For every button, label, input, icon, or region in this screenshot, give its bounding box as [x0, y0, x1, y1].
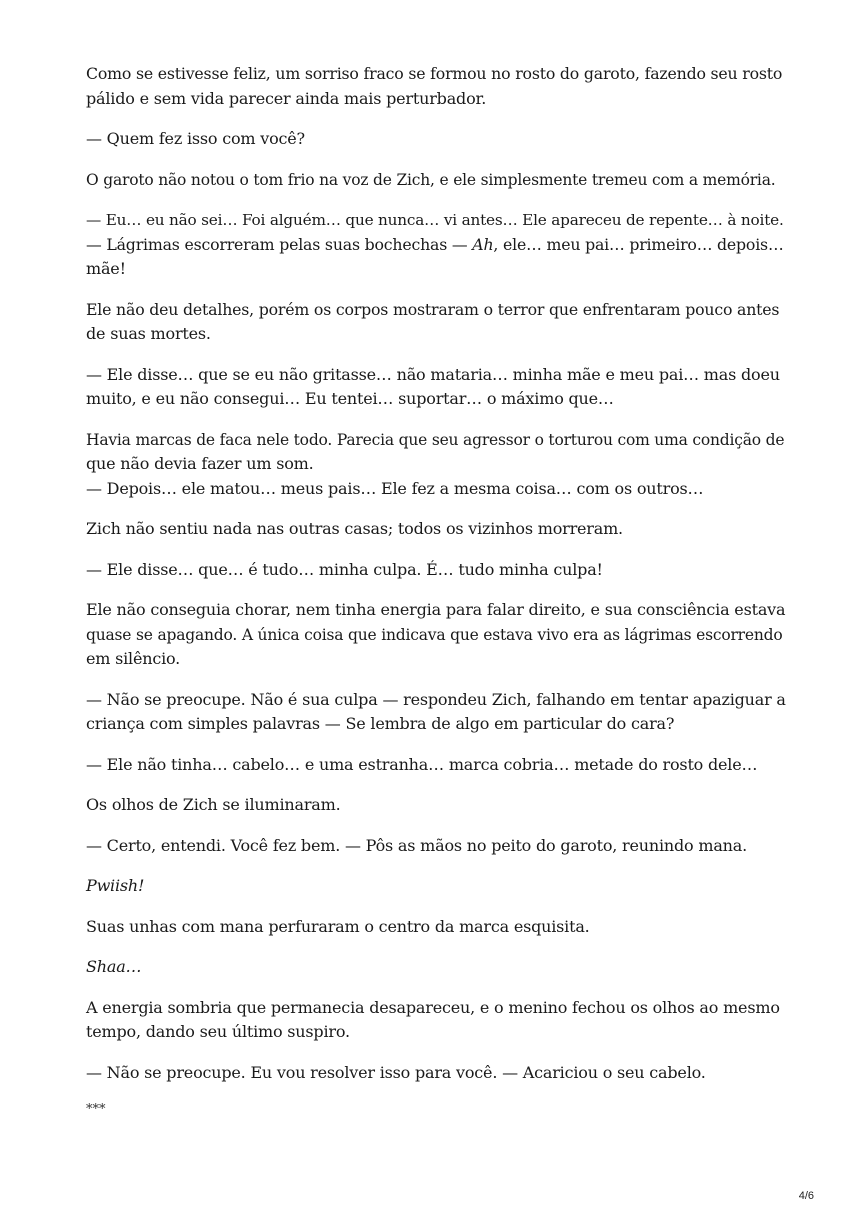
section-separator: *** — [86, 1102, 106, 1117]
paragraph-16 — [86, 915, 786, 940]
italic-text: Ah — [472, 234, 494, 254]
text-line: Zich não sentiu nada nas outras casas; todos os vizinhos morreram. — [86, 519, 623, 538]
paragraph-18 — [86, 996, 786, 1045]
text-line: pálido e sem vida parecer ainda mais perturbador. — [86, 88, 487, 108]
paragraph-15-sound-effect — [86, 874, 786, 899]
paragraph-8 — [86, 517, 786, 542]
text-line: — Certo, entendi. Você fez bem. — Pôs as mãos no peito do garoto, reunindo mana. — [86, 835, 748, 855]
text-line: Suas unhas com mana perfuraram o centro da marca esquisita. — [86, 916, 590, 936]
text-line: em silêncio. — [86, 649, 181, 668]
text-segment: — Lágrimas escorreram pelas suas bochechas — — [86, 234, 473, 254]
text-line: Como se estivesse feliz, um sorriso fraco se formou no rosto do garoto, fazendo seu rosto — [86, 64, 783, 83]
paragraph-12 — [86, 753, 786, 778]
text-line — [86, 233, 786, 258]
paragraph-4 — [86, 208, 786, 282]
paragraph-19 — [86, 1061, 786, 1086]
text-line: Ele não conseguia chorar, nem tinha energia para falar direito, e sua consciência estava — [86, 600, 786, 619]
text-line: de suas mortes. — [86, 324, 211, 343]
text-line: — Quem fez isso com você? — [86, 129, 305, 148]
page-number: 4/6 — [798, 1190, 814, 1202]
paragraph-5 — [86, 298, 786, 347]
paragraph-11 — [86, 688, 786, 737]
text-line: — Não se preocupe. Não é sua culpa — respondeu Zich, falhando em tentar apaziguar a — [86, 689, 786, 709]
paragraph-13 — [86, 793, 786, 818]
paragraph-7 — [86, 428, 786, 502]
text-line: — Eu… eu não sei… Foi alguém… que nunca… vi antes… Ele apareceu de repente… à noite. — [86, 211, 784, 229]
paragraph-10 — [86, 598, 786, 672]
text-line: tempo, dando seu último suspiro. — [86, 1022, 350, 1041]
text-line: A energia sombria que permanecia desapareceu, e o menino fechou os olhos ao mesmo — [86, 997, 780, 1017]
paragraph-14 — [86, 834, 786, 859]
text-line: — Ele não tinha… cabelo… e uma estranha… marca cobria… metade do rosto dele… — [86, 754, 758, 774]
paragraph-2 — [86, 127, 786, 152]
text-line: criança com simples palavras — Se lembra de algo em particular do cara? — [86, 714, 675, 733]
paragraph-1 — [86, 62, 786, 111]
text-line: Os olhos de Zich se iluminaram. — [86, 795, 341, 814]
text-line: — Não se preocupe. Eu vou resolver isso para você. — Acariciou o seu cabelo. — [86, 1062, 706, 1082]
text-line: muito, e eu não consegui… Eu tentei… suportar… o máximo que… — [86, 389, 614, 408]
text-line: quase se apagando. A única coisa que indicava que estava vivo era as lágrimas escorrendo — [86, 625, 783, 644]
paragraph-6 — [86, 363, 786, 412]
text-line: mãe! — [86, 259, 126, 278]
text-line: — Depois… ele matou… meus pais… Ele fez a mesma coisa… com os outros… — [86, 478, 704, 498]
text-segment: , ele… meu pai… primeiro… depois… — [493, 234, 784, 254]
text-line: — Ele disse… que… é tudo… minha culpa. É… tudo minha culpa! — [86, 559, 603, 579]
text-line: Havia marcas de faca nele todo. Parecia que seu agressor o torturou com uma condição de — [86, 430, 785, 449]
paragraph-3 — [86, 168, 786, 193]
text-line: Ele não deu detalhes, porém os corpos mostraram o terror que enfrentaram pouco antes — [86, 299, 780, 319]
text-line: que não devia fazer um som. — [86, 454, 314, 473]
text-line: Shaa… — [86, 957, 142, 976]
text-line: — Ele disse… que se eu não gritasse… não mataria… minha mãe e meu pai… mas doeu — [86, 364, 780, 384]
paragraph-9 — [86, 558, 786, 583]
text-line: O garoto não notou o tom frio na voz de Zich, e ele simplesmente tremeu com a memória. — [86, 170, 776, 189]
text-line: Pwiish! — [86, 876, 145, 895]
document-body — [86, 62, 786, 1119]
paragraph-17-sound-effect — [86, 955, 786, 980]
